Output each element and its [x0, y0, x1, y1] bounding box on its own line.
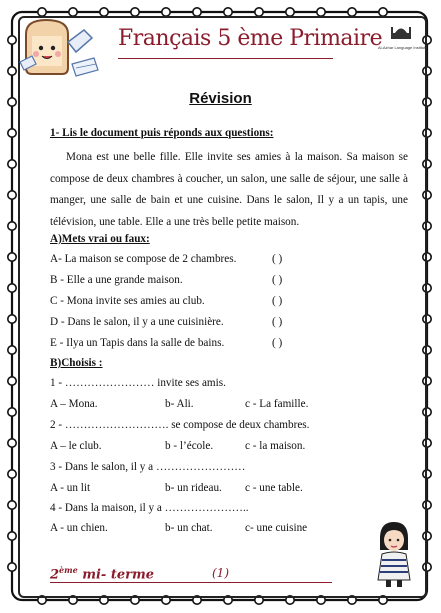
- choice-question-stem: 4 - Dans la maison, il y a …………………..: [50, 502, 249, 514]
- border-ring: [8, 439, 16, 447]
- true-false-item: B - Elle a une grande maison.: [50, 274, 183, 286]
- border-ring: [348, 8, 356, 16]
- header-underline: [118, 58, 333, 59]
- part-b-heading: B)Choisis :: [50, 357, 103, 369]
- true-false-item: A- La maison se compose de 2 chambres.: [50, 253, 237, 265]
- choice-option[interactable]: A - un lit: [50, 482, 91, 494]
- border-ring: [379, 8, 387, 16]
- choice-option[interactable]: c - La famille.: [245, 398, 309, 410]
- institute-logo: [378, 24, 428, 50]
- choice-option[interactable]: b- un rideau.: [165, 482, 222, 494]
- answer-blank[interactable]: ( ): [272, 253, 283, 265]
- choice-question-stem: 3 - Dans le salon, il y a ……………………: [50, 461, 246, 473]
- border-ring: [131, 8, 139, 16]
- border-ring: [8, 160, 16, 168]
- border-ring: [162, 8, 170, 16]
- header-title: Français 5 ème Primaire: [118, 26, 383, 51]
- answer-blank[interactable]: ( ): [272, 316, 283, 328]
- border-ring: [255, 8, 263, 16]
- border-ring: [317, 8, 325, 16]
- choice-option[interactable]: A – Mona.: [50, 398, 98, 410]
- term-label: [50, 565, 154, 582]
- footer-underline: [50, 582, 332, 583]
- true-false-item: E - Ilya un Tapis dans la salle de bains.: [50, 337, 225, 349]
- choice-option[interactable]: b- un chat.: [165, 522, 213, 534]
- border-ring: [8, 470, 16, 478]
- choice-question-stem: 2 - ………………………. se compose de deux chambres.: [50, 419, 310, 431]
- border-ring: [8, 191, 16, 199]
- border-ring: [8, 284, 16, 292]
- choice-option[interactable]: A – le club.: [50, 440, 102, 452]
- answer-blank[interactable]: ( ): [272, 295, 283, 307]
- border-ring: [224, 8, 232, 16]
- border-ring: [8, 377, 16, 385]
- term-ordinal: 2: [50, 567, 60, 583]
- border-ring: [8, 315, 16, 323]
- toast-mascot-icon: [12, 12, 104, 84]
- border-ring: [8, 129, 16, 137]
- border-ring: [8, 346, 16, 354]
- true-false-item: C - Mona invite ses amies au club.: [50, 295, 205, 307]
- choice-option[interactable]: b- Ali.: [165, 398, 194, 410]
- term-text: mi- terme: [77, 567, 154, 583]
- mosque-logo-icon: [390, 24, 412, 40]
- girl-illustration-icon: [370, 520, 418, 588]
- logo-text: Al-Azhar Language Institute: [378, 45, 428, 50]
- choice-option[interactable]: c- une cuisine: [245, 522, 308, 534]
- part-a-heading: A)Mets vrai ou faux:: [50, 233, 150, 245]
- question-1-heading: 1- Lis le document puis réponds aux questions:: [50, 127, 274, 139]
- border-ring: [8, 563, 16, 571]
- border-ring: [8, 501, 16, 509]
- reading-passage: Mona est une belle fille. Elle invite ses amies à la maison. Sa maison se compose de deux chambres à coucher, un salon, une salle de séjour, une salle à manger, une salle de bain et une cuisine. Dans le salon, Il y a un tapis, une télévision, une table. Elle a une très belle petite maison.: [50, 151, 408, 228]
- section-title: Révision: [189, 90, 252, 107]
- answer-blank[interactable]: ( ): [272, 274, 283, 286]
- choice-option[interactable]: A - un chien.: [50, 522, 108, 534]
- choice-option[interactable]: c - la maison.: [245, 440, 306, 452]
- border-ring: [8, 532, 16, 540]
- border-ring: [8, 253, 16, 261]
- choice-question-stem: 1 - …………………… invite ses amis.: [50, 377, 226, 389]
- choice-option[interactable]: c - une table.: [245, 482, 303, 494]
- choice-option[interactable]: b - l’école.: [165, 440, 214, 452]
- border-ring: [193, 8, 201, 16]
- border-ring: [286, 8, 294, 16]
- true-false-item: D - Dans le salon, il y a une cuisinière.: [50, 316, 224, 328]
- term-ordinal-suffix: ème: [59, 565, 78, 575]
- border-ring: [8, 222, 16, 230]
- page-number: (1): [212, 566, 229, 580]
- answer-blank[interactable]: ( ): [272, 337, 283, 349]
- border-ring: [8, 408, 16, 416]
